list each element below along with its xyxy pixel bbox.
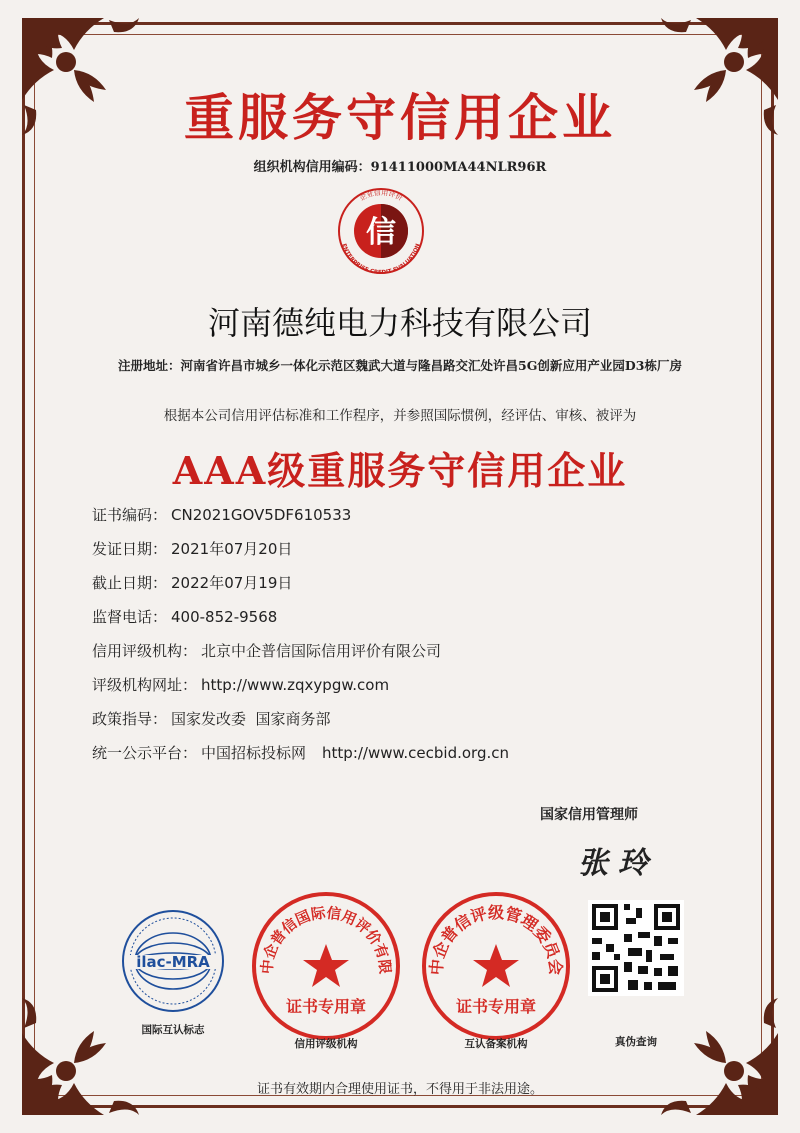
field-label: 截止日期： [92,574,168,592]
rating-agency-seal [248,888,404,1044]
field-label: 监督电话： [92,608,168,626]
qr-caption: 真伪查询 [615,1036,657,1048]
logo-top-text: 企业信用评价 [358,188,404,203]
certificate-title: 重服务守信用企业 [184,88,616,147]
field-label: 政策指导： [92,710,168,728]
field-agency-website [92,674,389,695]
filing-agency-seal [418,888,574,1044]
seal1-bottom-text: 证书专用章 [285,997,367,1016]
field-cert-number [92,504,351,525]
logo-center-char: 信 [366,215,396,250]
footer-notice: 证书有效期内合理使用证书，不得用于非法用途。 [256,1082,543,1097]
verification-qr-code[interactable] [588,900,684,996]
evaluation-intro: 根据本公司信用评估标准和工作程序，并参照国际惯例，经评估、审核、被评为 [163,408,637,424]
field-label: 评级机构网址： [92,676,198,694]
field-value-link[interactable]: http://www.cecbid.org.cn [322,744,510,762]
field-value: 北京中企普信国际信用评价有限公司 [201,642,442,660]
field-public-platform [92,742,509,763]
seal1-caption: 信用评级机构 [294,1038,358,1050]
field-value: 2022年07月19日 [171,574,293,592]
field-value: 国家发改委 国家商务部 [171,710,331,728]
manager-signature: 张玲 [578,846,658,881]
field-label: 统一公示平台： [92,744,198,762]
org-code-value: 91411000MA44NLR96R [370,160,547,175]
credit-evaluation-logo [325,186,437,276]
seal2-bottom-text: 证书专用章 [455,997,537,1016]
registered-address [0,356,800,374]
address-label: 注册地址： [118,358,181,373]
org-credit-code [0,156,800,175]
field-rating-agency [92,640,441,661]
ilac-text: ilac-MRA [136,953,210,971]
company-name: 河南德纯电力科技有限公司 [207,304,592,342]
svg-text:企业信用评价 [358,188,404,203]
field-expiry-date [92,572,292,593]
field-value: 中国招标投标网 [201,744,307,762]
field-label: 发证日期： [92,540,168,558]
logo-bottom-text: ENTERPRISE CREDIT EVALUATION [340,242,422,276]
field-label: 证书编码： [92,506,168,524]
field-policy-guidance [92,708,331,729]
org-code-label: 组织机构信用编码： [253,160,371,175]
field-label: 信用评级机构： [92,642,198,660]
seal2-arc-text: 中企普信评级管理委员会 [426,903,566,976]
credit-grade: AAA级重服务守信用企业 [172,448,628,493]
ilac-caption: 国际互认标志 [141,1024,205,1036]
credit-manager-label: 国家信用管理师 [540,807,638,823]
field-value: 2021年07月20日 [171,540,293,558]
seal2-caption: 互认备案机构 [464,1038,528,1050]
field-value: CN2021GOV5DF610533 [171,506,352,524]
seal1-arc-text: 中企普信国际信用评价有限 [258,904,394,975]
field-issue-date [92,538,292,559]
ilac-mra-mark [120,908,226,1014]
field-hotline [92,606,277,627]
address-value: 河南省许昌市城乡一体化示范区魏武大道与隆昌路交汇处许昌5G创新应用产业园D3栋厂房 [180,358,682,373]
field-value-link[interactable]: http://www.zqxypgw.com [201,676,390,694]
field-value: 400-852-9568 [171,608,278,626]
